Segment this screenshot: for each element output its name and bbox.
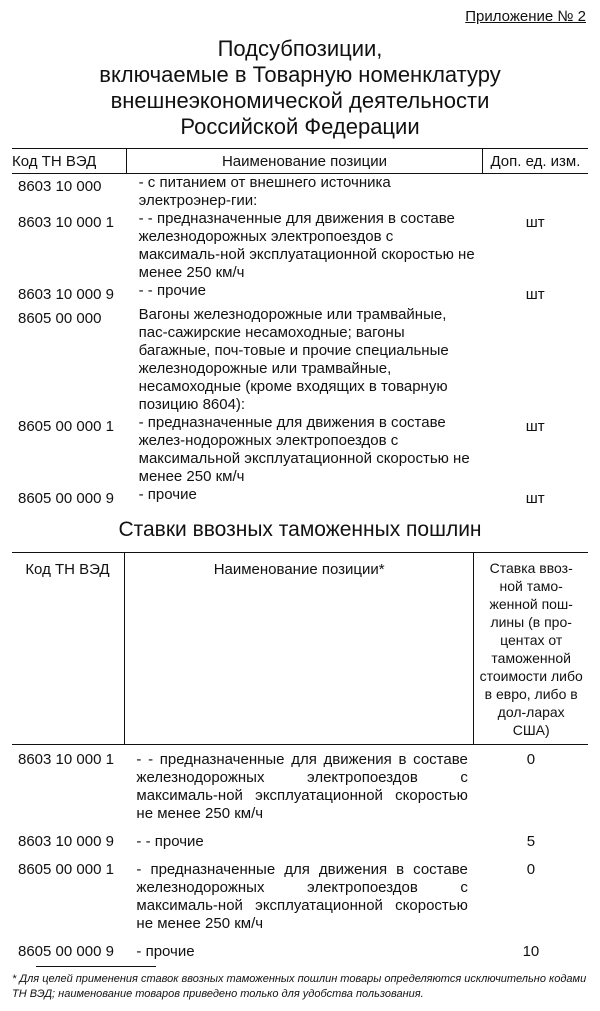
table-row [12, 937, 588, 965]
table-row [12, 486, 588, 510]
row-code: 8603 10 000 9 [18, 286, 114, 303]
row-name: - прочие [138, 486, 197, 503]
row-unit: шт [525, 418, 545, 435]
row-code: 8603 10 000 9 [18, 833, 114, 850]
row-name: - - предназначенные для движения в составе железнодорожных электропоездов с максималь-ной эксплуатационной скоростью не менее 250 км/ч [136, 751, 468, 822]
row-name: - - прочие [138, 282, 206, 299]
row-unit: шт [525, 286, 545, 303]
row-code: 8603 10 000 1 [18, 751, 114, 768]
table-row [12, 745, 588, 828]
row-name: Вагоны железнодорожные или трамвайные, пас-сажирские несамоходные; вагоны багажные, поч-товые и прочие специальные железнодорожные или трамвайные, несамоходные (кроме входящих в товарную позицию 8604): [138, 306, 449, 413]
table-row [12, 210, 588, 282]
title-line: Российской Федерации [180, 114, 420, 139]
header-rate: Ставка ввоз-ной тамо-женной пош-лины (в про-центах от таможенной стоимости либо в евро, либо в дол-ларах США) [474, 553, 588, 745]
appendix-label: Приложение № 2 [465, 8, 586, 25]
table-row [12, 855, 588, 937]
header-name: Наименование позиции [127, 149, 483, 174]
row-rate: 0 [526, 861, 536, 878]
footnote: * Для целей применения ставок ввозных таможенных пошлин товары определяются исключительно кодами ТН ВЭД; наименование товаров приведено только для удобства пользования. [12, 973, 587, 1000]
row-name: - - прочие [136, 833, 204, 850]
rates-title: Ставки ввозных таможенных пошлин [118, 518, 482, 541]
row-unit: шт [525, 214, 545, 231]
row-unit [482, 306, 588, 414]
row-name: - предназначенные для движения в составе желез-нодорожных электропоездов с максимальной эксплуатационной скоростью не менее 250 км/ч [138, 414, 470, 485]
rates-table [12, 552, 588, 965]
row-code: 8605 00 000 9 [18, 943, 114, 960]
row-code: 8605 00 000 1 [18, 861, 114, 878]
row-code: 8605 00 000 [18, 310, 102, 327]
row-name: - с питанием от внешнего источника электроэнер-гии: [138, 174, 391, 209]
row-rate: 5 [526, 833, 536, 850]
title-line: внешнеэкономической деятельности [110, 88, 490, 113]
row-unit: шт [525, 490, 545, 507]
table-row [12, 827, 588, 855]
table-row [12, 306, 588, 414]
row-code: 8603 10 000 [18, 178, 102, 195]
table-row [12, 174, 588, 211]
header-unit: Доп. ед. изм. [482, 149, 588, 174]
row-name: - - предназначенные для движения в составе железнодорожных электропоездов с максималь-ной эксплуатационной скоростью не менее 250 км/ч [138, 210, 475, 281]
header-code: Код ТН ВЭД [12, 553, 124, 745]
row-code: 8605 00 000 9 [18, 490, 114, 507]
row-code: 8603 10 000 1 [18, 214, 114, 231]
header-name: Наименование позиции* [124, 553, 473, 745]
title-line: Подсубпозиции, [217, 36, 383, 61]
title-line: включаемые в Товарную номенклатуру [99, 62, 501, 87]
row-unit [482, 174, 588, 211]
document-title [0, 36, 600, 140]
row-name: - прочие [136, 943, 195, 960]
row-code: 8605 00 000 1 [18, 418, 114, 435]
footnote-divider [36, 966, 156, 967]
row-name: - предназначенные для движения в составе железнодорожных электропоездов с максималь-ной эксплуатационной скоростью не менее 250 км/ч [136, 861, 468, 932]
table-row [12, 282, 588, 306]
row-rate: 10 [522, 943, 540, 960]
row-rate: 0 [526, 751, 536, 768]
subpositions-table [12, 148, 588, 510]
table-header-row [12, 149, 588, 174]
header-code: Код ТН ВЭД [12, 149, 127, 174]
table-header-row [12, 553, 588, 745]
table-row [12, 414, 588, 486]
